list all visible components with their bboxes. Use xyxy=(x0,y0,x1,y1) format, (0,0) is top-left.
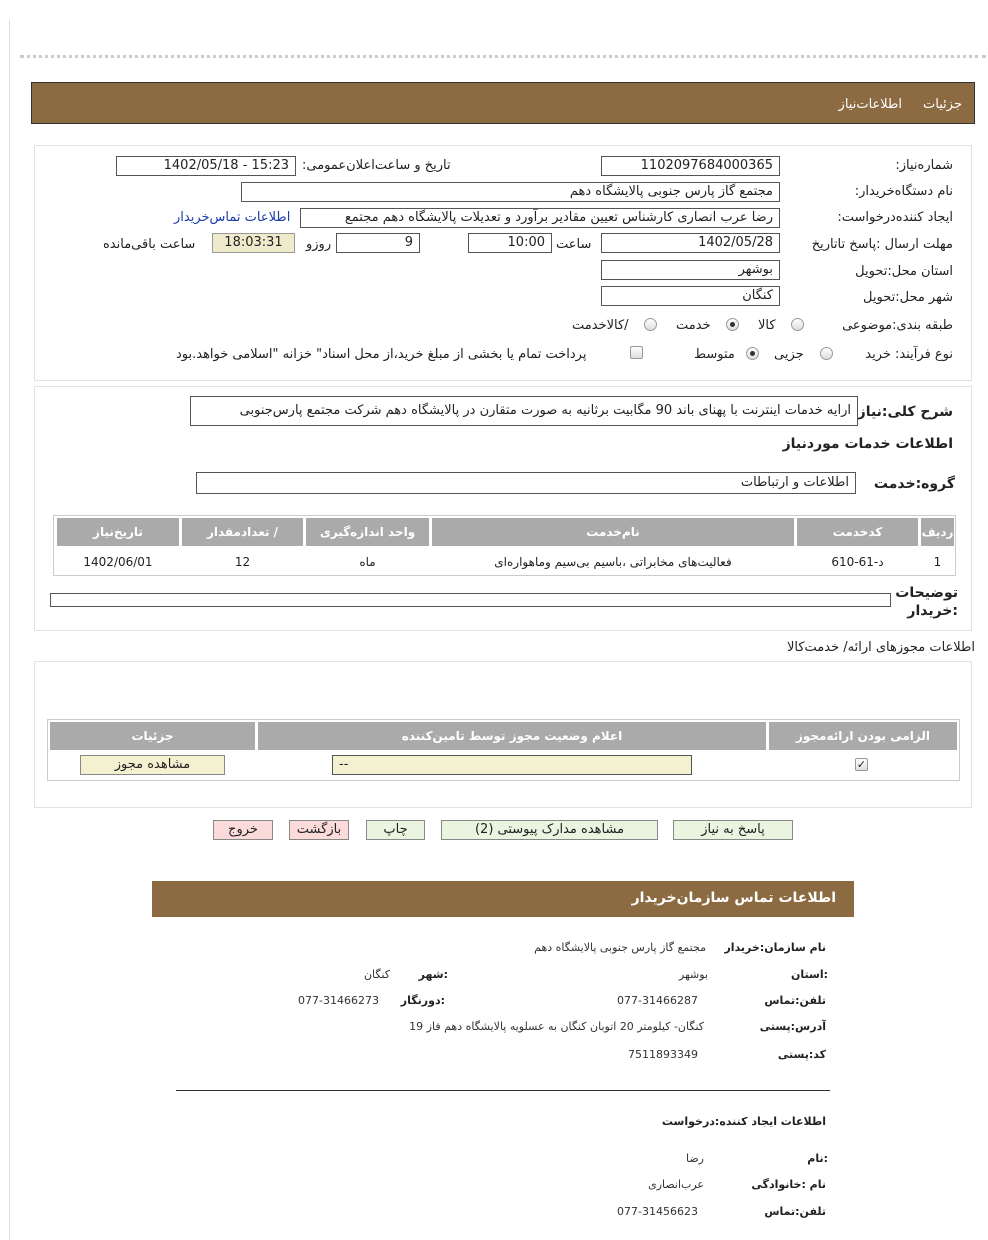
province-label: استان محل:تحویل xyxy=(855,264,953,279)
days-label: روزو xyxy=(306,237,332,252)
service-group-field: اطلاعات و ارتباطات xyxy=(196,472,856,494)
contact-fax-label: :دورنگار xyxy=(400,994,445,1007)
contact-phone-value: 077-31466287 xyxy=(617,994,698,1007)
permit-details-header: جزئیات xyxy=(50,722,255,750)
services-heading: اطلاعات خدمات موردنیاز xyxy=(782,436,953,452)
cell-row: 1 xyxy=(933,555,942,569)
category-goods-service-label: /کالاخدمت xyxy=(572,318,629,333)
col-quantity-header: / تعدادمقدار xyxy=(182,518,303,546)
category-goods-label: کالا xyxy=(758,318,776,333)
col-service-code-header: کدخدمت xyxy=(797,518,918,546)
category-service-label: خدمت xyxy=(676,318,711,333)
deadline-time-field: 10:00 xyxy=(468,233,552,253)
general-description-label: شرح کلی:نیاز xyxy=(857,404,953,420)
col-row-header: ردیف xyxy=(921,518,954,546)
announce-label: تاریخ و ساعت‌اعلان‌عمومی: xyxy=(302,158,451,173)
service-group-label: گروه:خدمت xyxy=(873,476,955,492)
view-permit-button[interactable]: مشاهده مجوز xyxy=(80,755,225,775)
need-info-panel xyxy=(34,145,972,381)
contact-postal-value: 7511893349 xyxy=(628,1048,698,1061)
contact-org-value: مجتمع گاز پارس جنوبی پالایشگاه دهم xyxy=(534,941,706,954)
process-medium-label: متوسط xyxy=(694,347,735,362)
city-label: شهر محل:تحویل xyxy=(863,290,953,305)
permit-status-field: -- xyxy=(332,755,692,775)
deadline-time-label: ساعت xyxy=(556,237,592,252)
contact-city-value: کنگان xyxy=(363,968,390,981)
left-border xyxy=(9,20,10,1240)
cell-need-date: 1402/06/01 xyxy=(83,555,153,569)
contact-postal-label: کد:پستی xyxy=(777,1048,826,1061)
buyer-notes-field xyxy=(50,593,891,607)
contact-city-label: :شهر xyxy=(418,968,448,981)
print-button[interactable]: چاپ xyxy=(366,820,425,840)
cell-unit: ماه xyxy=(359,555,376,569)
need-number-field: 1102097684000365 xyxy=(601,156,780,176)
top-dotted-divider xyxy=(20,55,986,58)
category-goods-service-radio[interactable] xyxy=(644,318,657,331)
col-unit-header: واحد اندازه‌گیری xyxy=(306,518,429,546)
permit-required-checkbox[interactable]: ✓ xyxy=(856,758,867,771)
creator-info-title: اطلاعات ایجاد کننده:درخواست xyxy=(661,1115,826,1128)
contact-divider xyxy=(176,1090,830,1091)
buyer-notes-label: توضیحات :خریدار xyxy=(895,585,958,619)
process-type-label: نوع فرآیند: خرید xyxy=(865,347,953,362)
buyer-contact-title: اطلاعات تماس سازمان‌خریدار xyxy=(631,890,836,906)
process-minor-radio[interactable] xyxy=(820,347,833,360)
contact-phone-label: تلفن:تماس xyxy=(764,994,826,1007)
remaining-time-field: 18:03:31 xyxy=(212,233,295,253)
treasury-payment-note: پرداخت تمام یا بخشی از مبلغ خرید،از محل اسناد" خزانه "اسلامی خواهد.بود xyxy=(176,347,587,362)
cell-quantity: 12 xyxy=(234,555,251,569)
contact-address-value: کنگان- کیلومتر 20 اتوبان کنگان به عسلویه پالایشگاه دهم فاز 19 xyxy=(409,1020,704,1033)
creator-phone-label: تلفن:تماس xyxy=(764,1205,826,1218)
cell-service-code: د-61-610 xyxy=(831,555,884,569)
tab-details[interactable]: جزئیات xyxy=(923,97,962,112)
creator-name-label: :نام xyxy=(807,1152,828,1165)
category-label: طبقه بندی:موضوعی xyxy=(842,318,953,333)
view-attachments-button[interactable]: مشاهده مدارک پیوستی (2) xyxy=(441,820,658,840)
category-service-radio[interactable] xyxy=(726,318,739,331)
deadline-date-field: 1402/05/28 xyxy=(601,233,780,253)
remaining-label: ساعت باقی‌مانده xyxy=(103,237,196,252)
page-header-bar xyxy=(31,82,975,124)
creator-name-value: رضا xyxy=(685,1152,704,1165)
treasury-payment-checkbox[interactable] xyxy=(630,346,643,359)
province-field: بوشهر xyxy=(601,260,780,280)
process-minor-label: جزیی xyxy=(774,347,804,362)
days-field: 9 xyxy=(336,233,420,253)
contact-org-label: نام سازمان:خریدار xyxy=(724,941,826,954)
col-service-name-header: نام‌خدمت xyxy=(432,518,794,546)
creator-family-label: نام :خانوادگی xyxy=(751,1178,826,1191)
creator-family-value: عرب‌انصاری xyxy=(648,1178,704,1191)
back-button[interactable]: بازگشت xyxy=(289,820,349,840)
deadline-label: مهلت ارسال :پاسخ تا‌تاریخ xyxy=(811,237,953,252)
exit-button[interactable]: خروج xyxy=(213,820,273,840)
creator-field: رضا عرب انصاری کارشناس تعیین مقادیر برآورد و تعدیلات پالایشگاه دهم مجتمع xyxy=(300,208,780,228)
creator-phone-value: 077-31456623 xyxy=(617,1205,698,1218)
buyer-contact-header xyxy=(152,881,854,917)
col-need-date-header: تاریخ‌نیاز xyxy=(57,518,179,546)
contact-province-label: :استان xyxy=(791,968,828,981)
permits-title: اطلاعات مجوزهای ارائه/ خدمت‌کالا xyxy=(786,640,975,655)
reply-to-need-button[interactable]: پاسخ به نیاز xyxy=(673,820,793,840)
city-field: کنگان xyxy=(601,286,780,306)
announce-datetime-field: 1402/05/18 - 15:23 xyxy=(116,156,296,176)
process-medium-radio[interactable] xyxy=(746,347,759,360)
need-number-label: شماره‌نیاز: xyxy=(895,158,953,173)
creator-label: ایجاد کننده‌درخواست: xyxy=(837,210,953,225)
category-goods-radio[interactable] xyxy=(791,318,804,331)
permit-status-header: اعلام وضعیت مجوز توسط تامین‌کننده xyxy=(258,722,766,750)
contact-fax-value: 077-31466273 xyxy=(298,994,379,1007)
cell-service-name: فعالیت‌های مخابراتی ،باسیم بی‌سیم وماهواره‌ای xyxy=(494,555,732,569)
tab-need-info[interactable]: اطلاعات‌نیاز xyxy=(838,97,902,112)
buyer-org-label: نام دستگاه‌خریدار: xyxy=(854,184,953,199)
buyer-org-field: مجتمع گاز پارس جنوبی پالایشگاه دهم xyxy=(241,182,780,202)
buyer-contact-link[interactable]: اطلاعات تماس‌خریدار xyxy=(174,210,291,225)
contact-address-label: آدرس:پستی xyxy=(759,1020,826,1033)
contact-province-value: بوشهر xyxy=(678,968,708,981)
permit-required-header: الزامی بودن ارائه‌مجوز xyxy=(769,722,957,750)
general-description-field: ارایه خدمات اینترنت با پهنای باند 90 مگابیت برثانیه به صورت متقارن در پالایشگاه دهم شرکت مجتمع پارس‌جنوبی xyxy=(190,396,858,426)
